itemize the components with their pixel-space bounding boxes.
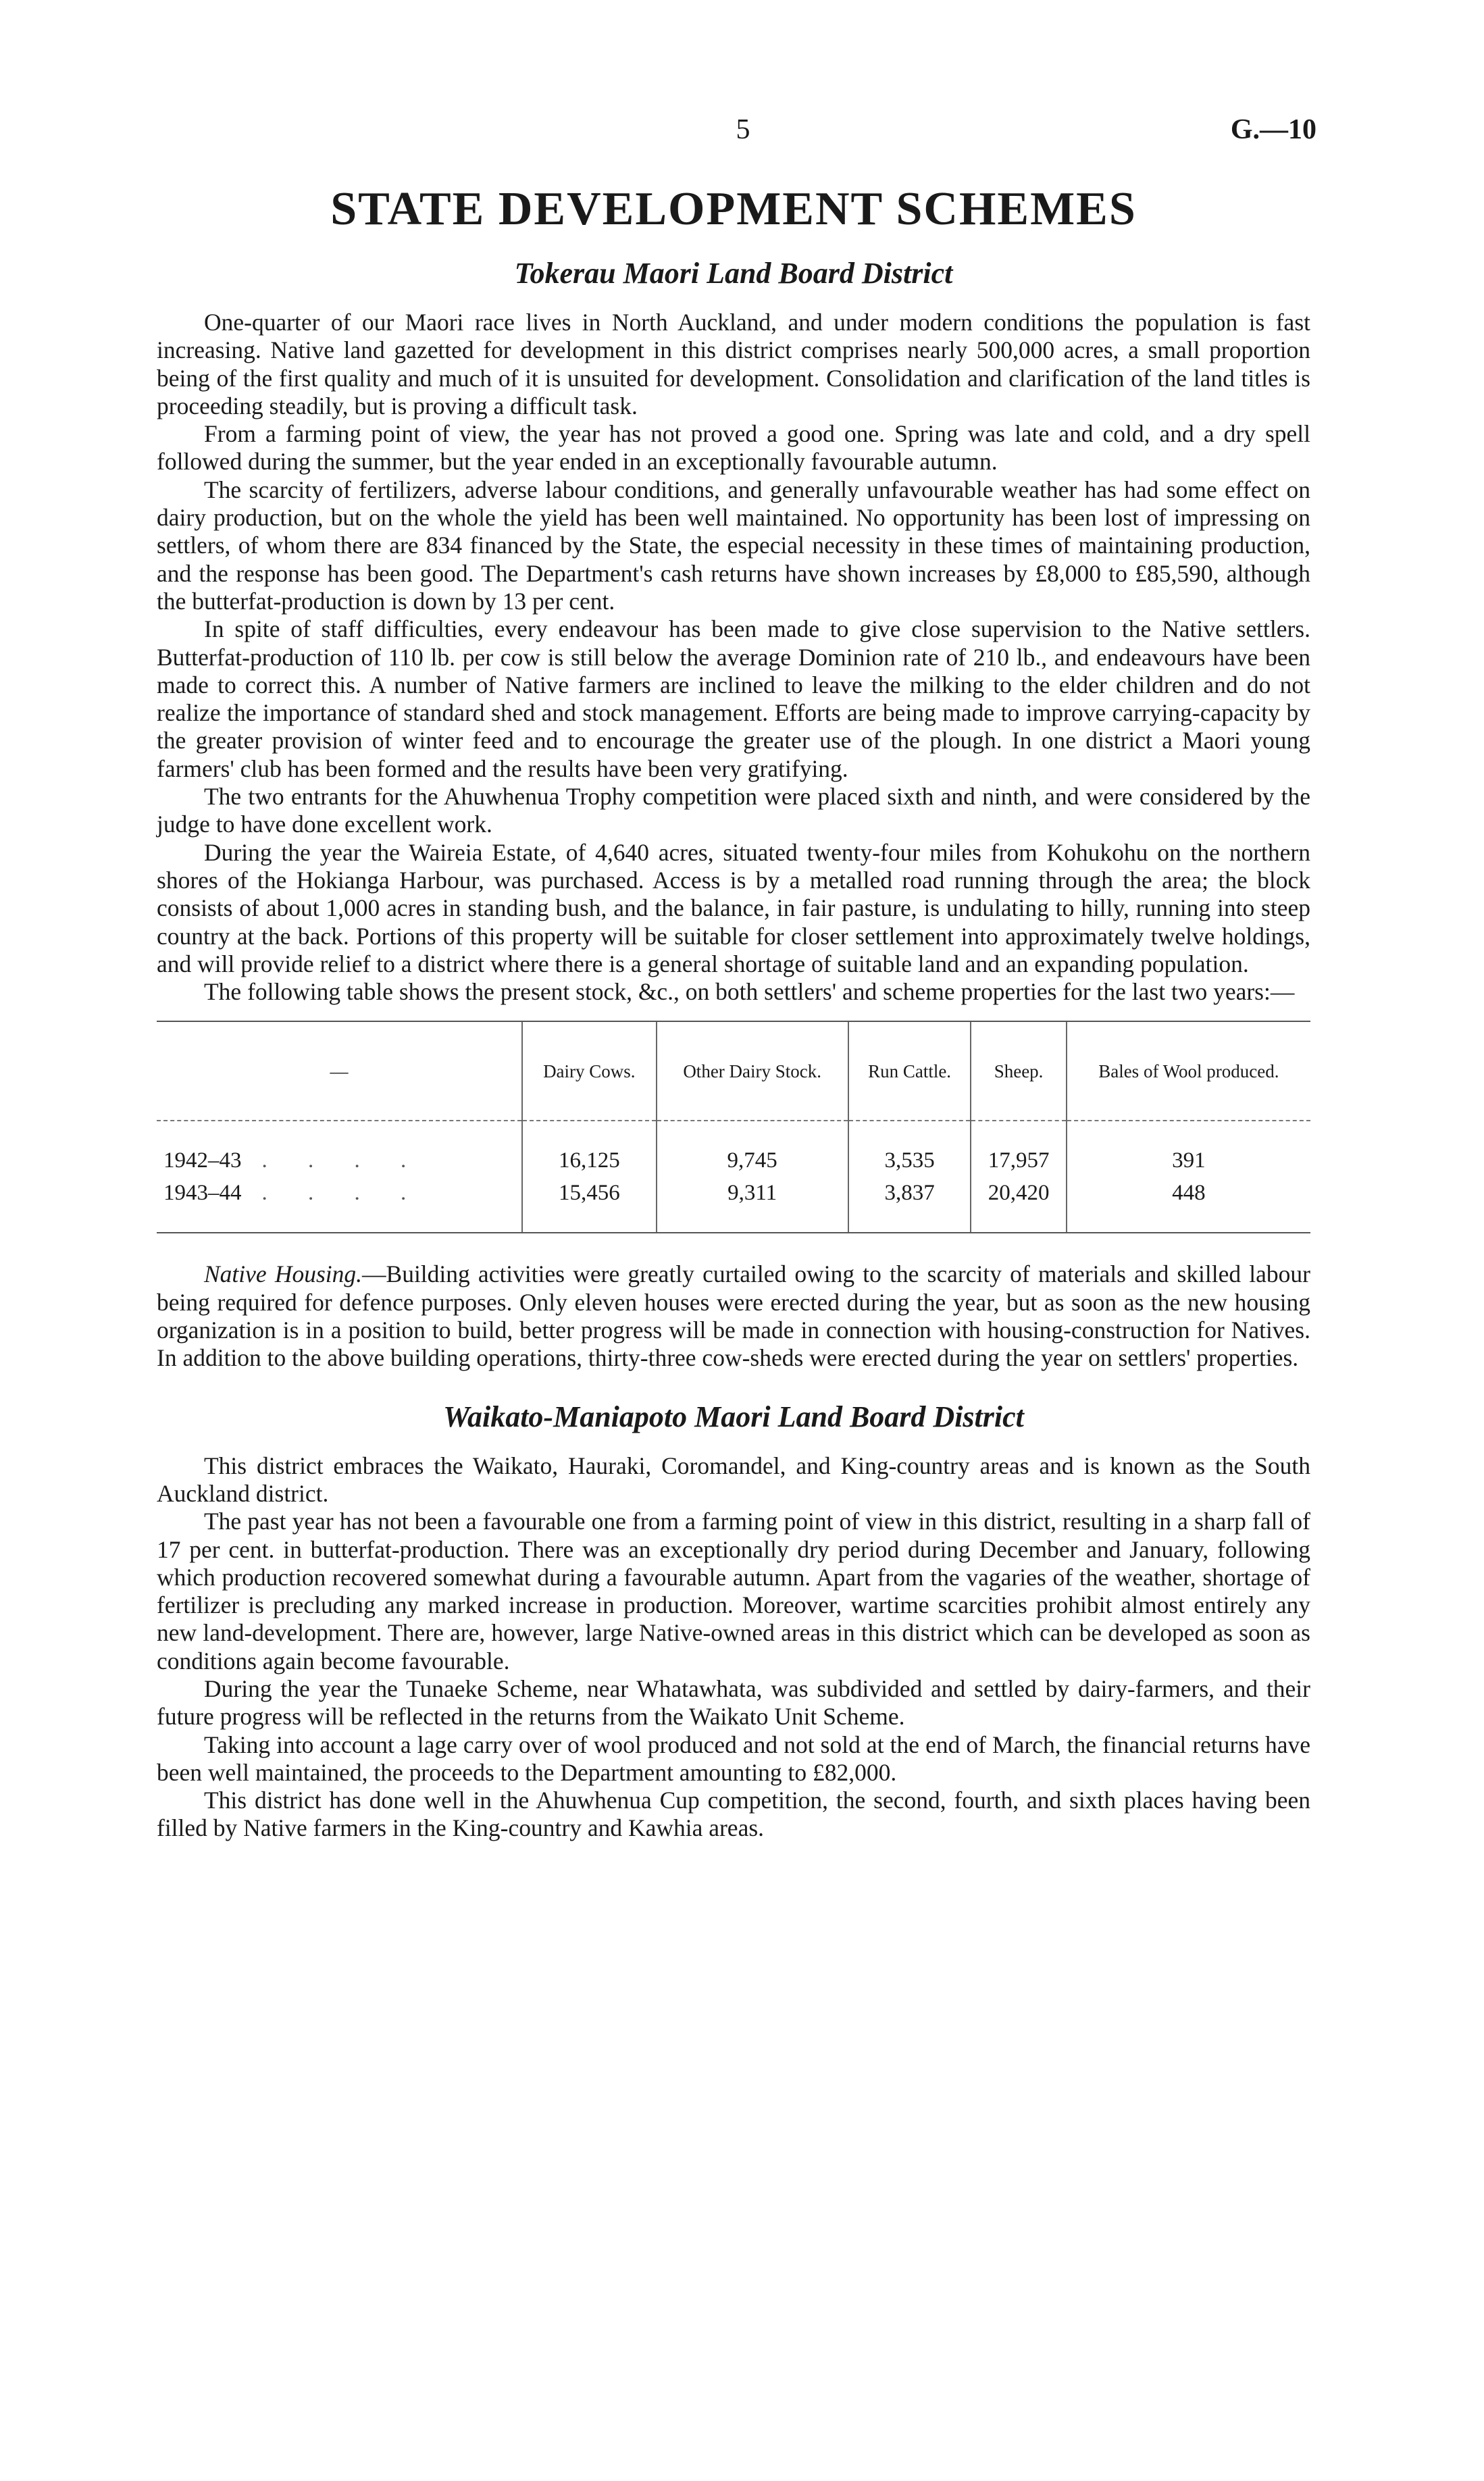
leader-dots: . . . . [261, 1180, 424, 1205]
table-header-wool: Bales of Wool produced. [1067, 1021, 1310, 1121]
table-header-dairy-cows: Dairy Cows. [522, 1021, 657, 1121]
table-cell-run-cattle: 3,837 [848, 1177, 971, 1233]
table-header-run-cattle: Run Cattle. [848, 1021, 971, 1121]
table-header-other-dairy-stock: Other Dairy Stock. [657, 1021, 848, 1121]
paragraph: The past year has not been a favourable one from a farming point of view in this district, resulting in a sharp fall of 17 per cent. in butterfat-production. There was an exceptionally dry period during December and January, following which production recovered somewhat during a favourable autumn. Apart from the vagaries of the weather, shortage of fertilizer is precluding any marked increase in production. Moreover, wartime scarcities prohibit almost entirely any new land-development. There are, however, large Native-owned areas in this district which can be developed as soon as conditions again become favourable. [157, 1508, 1310, 1674]
section-heading-tokerau: Tokerau Maori Land Board District [514, 257, 953, 290]
table-header-sheep: Sheep. [971, 1021, 1066, 1121]
paragraph: This district has done well in the Ahuwhenua Cup competition, the second, fourth, and sixth places having been filled by Native farmers in the King-country and Kawhia areas. [157, 1787, 1310, 1842]
native-housing-lead: Native Housing. [204, 1260, 363, 1288]
document-reference: G.—10 [1230, 114, 1316, 145]
table-header-row [157, 1021, 1310, 1121]
table-cell-sheep: 17,957 [971, 1121, 1066, 1177]
paragraph: During the year the Tunaeke Scheme, near Whatawhata, was subdivided and settled by dairy-farmers, and their future progress will be reflected in the returns from the Waikato Unit Scheme. [157, 1674, 1310, 1731]
paragraph: One-quarter of our Maori race lives in North Auckland, and under modern conditions the population is fast increasing. Native land gazetted for development in this district comprises nearly 500,000 acres, a small proportion being of the first quality and much of it is unsuited for development. Consolidation and clarification of the land titles is proceeding steadily, but is proving a difficult task. [157, 309, 1310, 419]
table-row [157, 1177, 1310, 1233]
section-heading-waikato: Waikato-Maniapoto Maori Land Board District [443, 1400, 1024, 1433]
table-header-blank: — [157, 1021, 522, 1121]
table-cell-run-cattle: 3,535 [848, 1121, 971, 1177]
paragraph: During the year the Waireia Estate, of 4,640 acres, situated twenty-four miles from Kohukohu on the northern shores of the Hokianga Harbour, was purchased. Access is by a metalled road running through the area; the block consists of about 1,000 acres in standing bush, and the balance, in fair pasture, is undulating to hilly, running into steep country at the back. Portions of this property will be suitable for closer settlement into approximately twelve holdings, and will provide relief to a district where there is a general shortage of suitable land and an expanding population. [157, 838, 1310, 977]
paragraph: Taking into account a lage carry over of wool produced and not sold at the end of March, the financial returns have been well maintained, the proceeds to the Department amounting to £82,000. [157, 1731, 1310, 1786]
table-cell-sheep: 20,420 [971, 1177, 1066, 1233]
paragraph: From a farming point of view, the year has not proved a good one. Spring was late and cold, and a dry spell followed during the summer, but the year ended in an exceptionally favourable autumn. [157, 420, 1310, 476]
table-cell-dairy-cows: 15,456 [522, 1177, 657, 1233]
page-number: 5 [736, 114, 750, 145]
table-row [157, 1121, 1310, 1177]
native-housing-paragraph [157, 1260, 1310, 1372]
table-cell-year [157, 1177, 522, 1233]
native-housing-text: —Building activities were greatly curtailed owing to the scarcity of materials and skilled labour being required for defence purposes. Only eleven houses were erected during the year, but as soon as the new housing organization is in a position to build, better progress will be made in connection with housing-construction for Natives. In addition to the above building operations, thirty-three cow-sheds were erected during the year on settlers' properties. [157, 1260, 1310, 1372]
page-header [0, 113, 1484, 161]
year-label: 1942–43 [163, 1148, 242, 1173]
page-content [157, 179, 1310, 1843]
table-cell-wool: 448 [1067, 1177, 1310, 1233]
paragraph: The following table shows the present stock, &c., on both settlers' and scheme properties for the last two years:— [204, 978, 1295, 1006]
paragraph: The scarcity of fertilizers, adverse labour conditions, and generally unfavourable weather has had some effect on dairy production, but on the whole the yield has been well maintained. No opportunity has been lost of impressing on settlers, of whom there are 834 financed by the State, the especial necessity in these times of maintaining production, and the response has been good. The Department's cash returns have shown increases by £8,000 to £85,590, although the butterfat-production is down by 13 per cent. [157, 476, 1310, 615]
paragraph: The two entrants for the Ahuwhenua Trophy competition were placed sixth and ninth, and were considered by the judge to have done excellent work. [157, 783, 1310, 838]
section-spacer [157, 1373, 1310, 1398]
table-cell-other-dairy: 9,745 [657, 1121, 848, 1177]
paragraph: This district embraces the Waikato, Hauraki, Coromandel, and King-country areas and is known as the South Auckland district. [157, 1452, 1310, 1507]
leader-dots: . . . . [261, 1148, 424, 1173]
table-cell-other-dairy: 9,311 [657, 1177, 848, 1233]
paragraph: In spite of staff difficulties, every endeavour has been made to give close supervision to the Native settlers. Butterfat-production of 110 lb. per cow is still below the average Dominion rate of 210 lb., and endeavours have been made to correct this. A number of Native farmers are inclined to leave the milking to the elder children and do not realize the importance of standard shed and stock management. Efforts are being made to improve carrying-capacity by the greater provision of winter feed and to encourage the greater use of the plough. In one district a Maori young farmers' club has been formed and the results have been very gratifying. [157, 615, 1310, 782]
table-cell-wool: 391 [1067, 1121, 1310, 1177]
main-title: STATE DEVELOPMENT SCHEMES [330, 183, 1137, 235]
stock-table [157, 1021, 1310, 1233]
table-cell-year [157, 1121, 522, 1177]
table-cell-dairy-cows: 16,125 [522, 1121, 657, 1177]
year-label: 1943–44 [163, 1180, 242, 1205]
